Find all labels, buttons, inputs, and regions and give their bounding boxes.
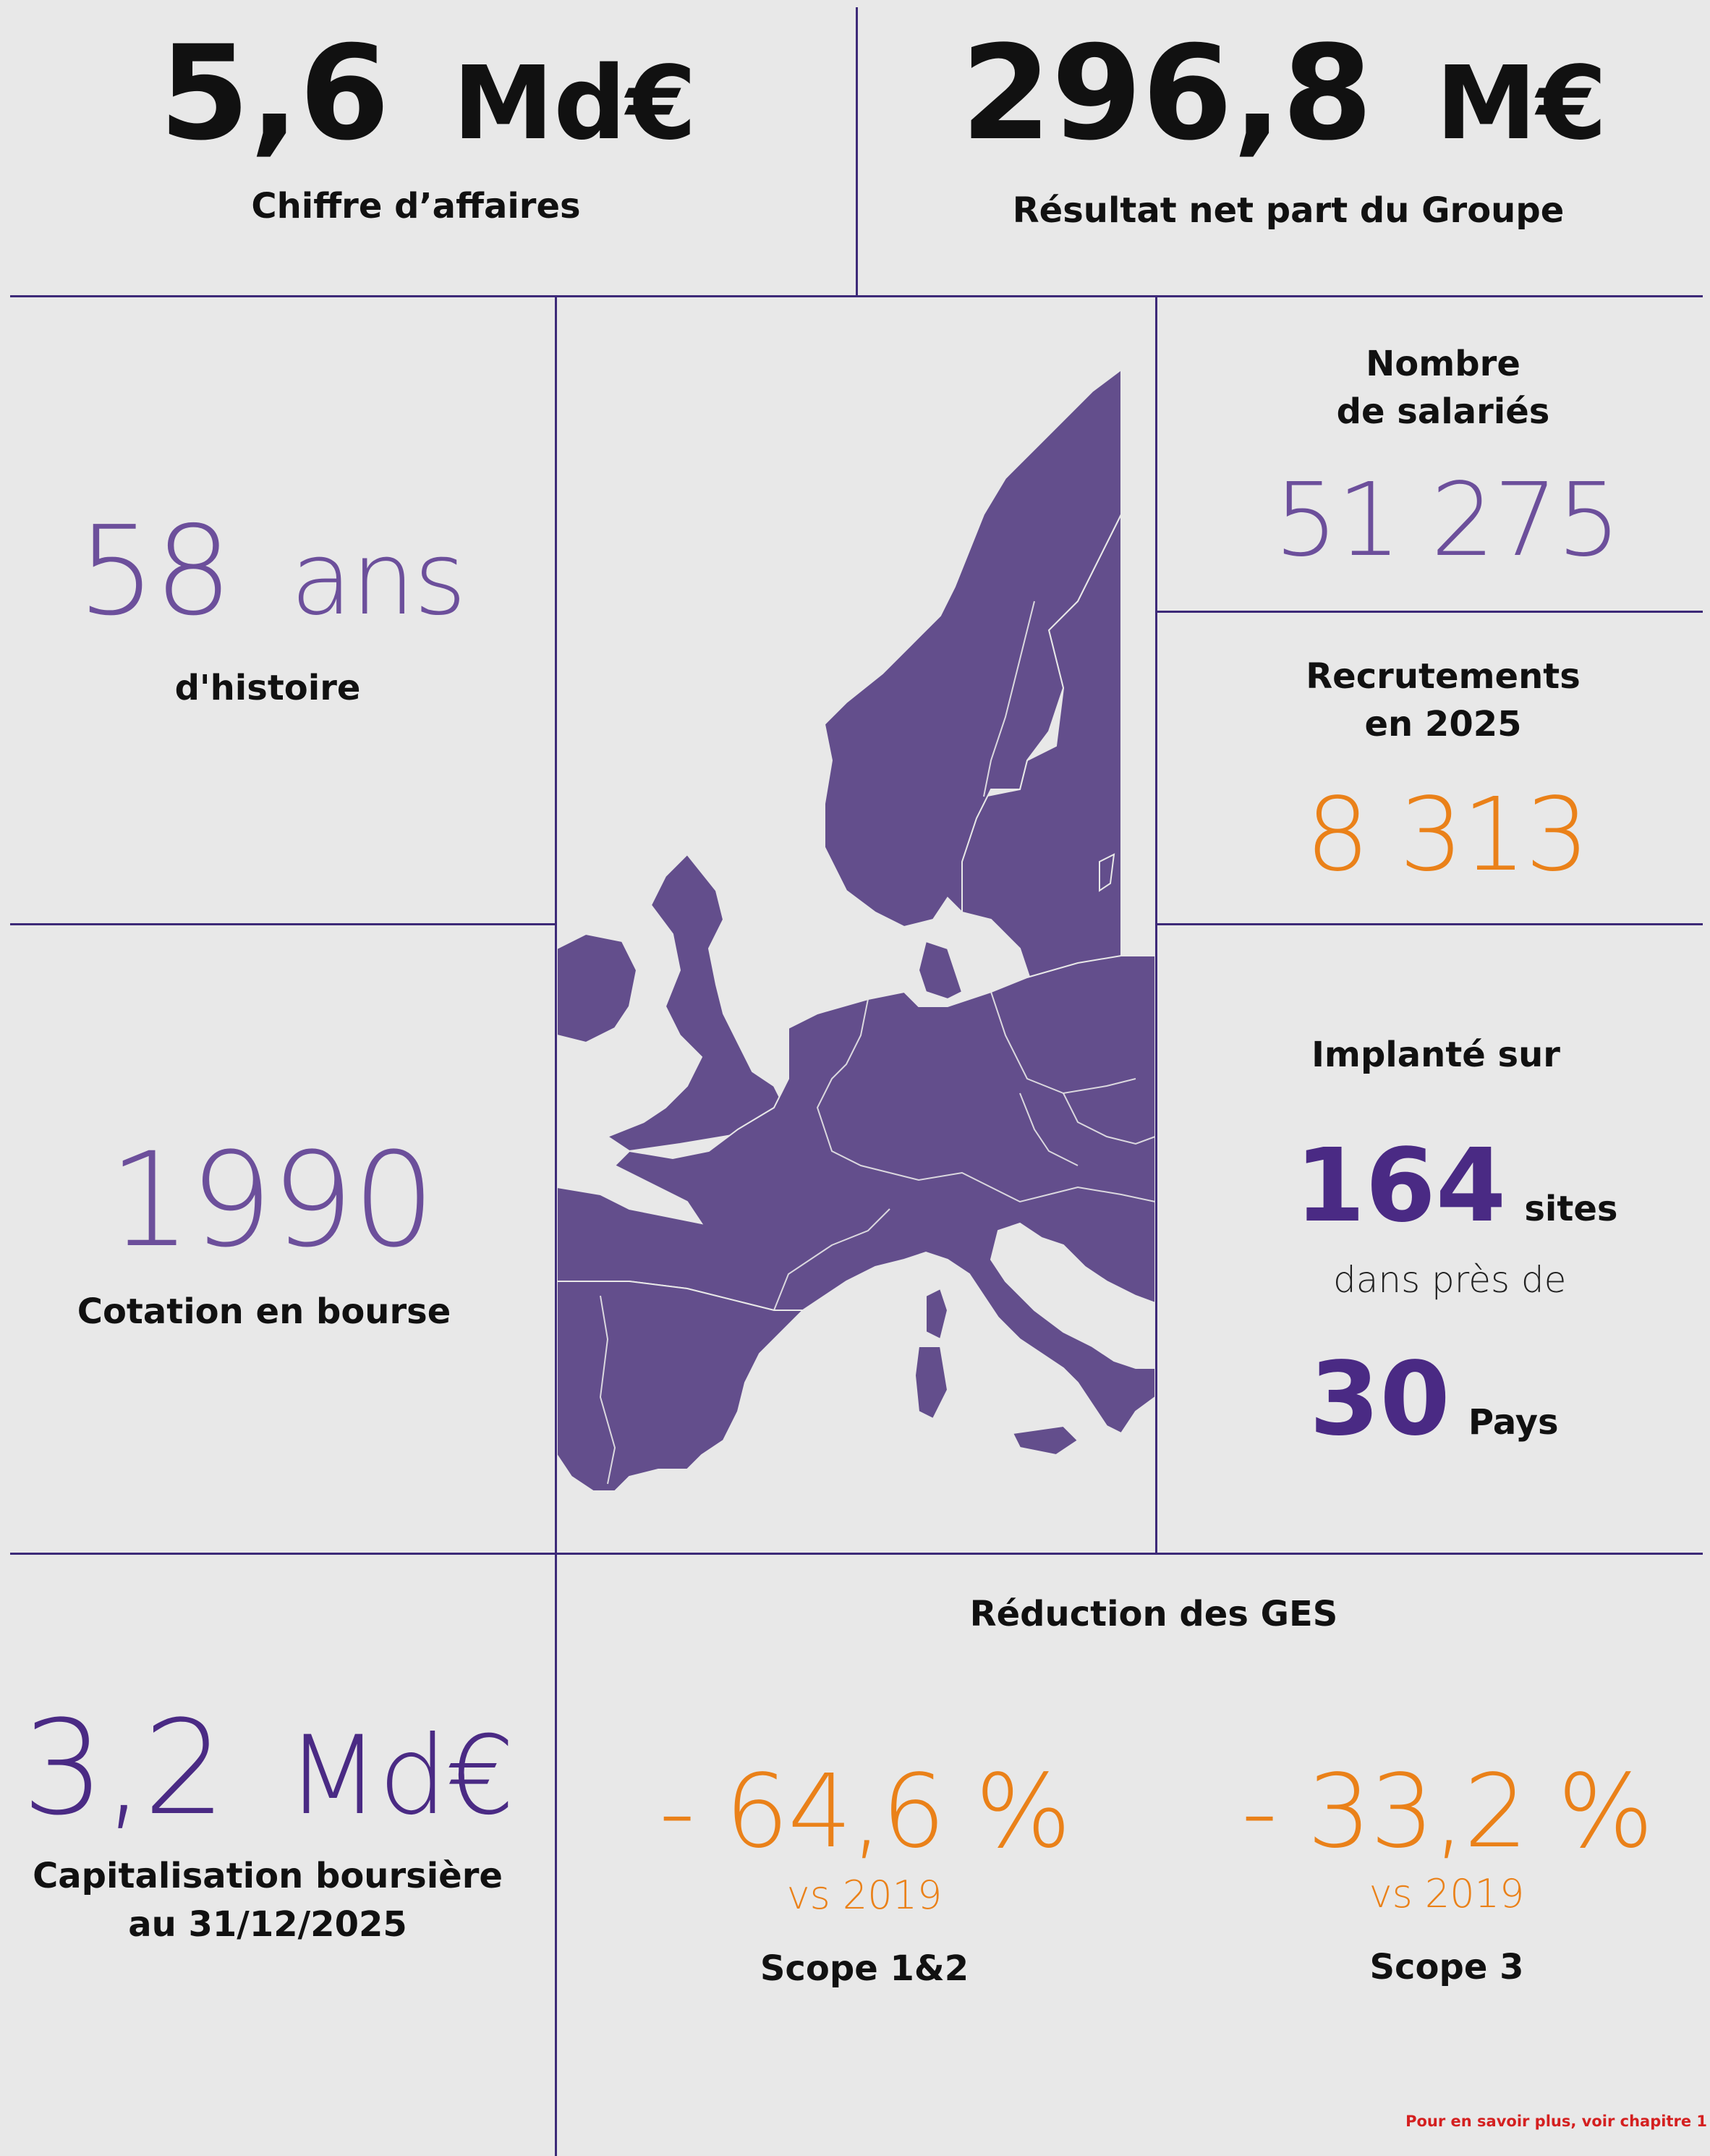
listing-value: 1990 [108, 1125, 435, 1276]
net-income-unit: M€ [1435, 45, 1607, 163]
ghg-scope3-baseline: vs 2019 [1369, 1871, 1525, 1917]
market-cap-label-line2: au 31/12/2025 [128, 1904, 407, 1945]
listing-label: Cotation en bourse [77, 1291, 451, 1332]
more-info-link[interactable]: Pour en savoir plus, voir chapitre 1 [1405, 2113, 1707, 2130]
map-sicily [1013, 1426, 1078, 1455]
net-income-label: Résultat net part du Groupe [1012, 190, 1565, 231]
presence-countries [1309, 1342, 1559, 1458]
employees-label-line1: Nombre [1366, 344, 1520, 384]
revenue-value: 5,6 [158, 18, 390, 169]
revenue-label: Chiffre d’affaires [251, 186, 581, 226]
map-corsica [926, 1289, 948, 1339]
ghg-scope3-value: - 33,2 % [1241, 1753, 1653, 1871]
map-great-britain [608, 854, 788, 1151]
divider-left-mid [10, 923, 555, 925]
recruitment-label-line1: Recrutements [1306, 656, 1581, 697]
sites-unit: sites [1524, 1189, 1618, 1229]
market-cap-unit: Md€ [286, 1713, 514, 1839]
divider-bottom [10, 1553, 1703, 1555]
map-sardinia [915, 1346, 948, 1419]
market-cap-value: 3,2 [22, 1693, 225, 1844]
ghg-scope12-label: Scope 1&2 [760, 1948, 969, 1989]
recruitment-value: 8 313 [1305, 776, 1588, 894]
divider-right-mid [1155, 923, 1703, 925]
revenue-unit: Md€ [453, 45, 697, 163]
history-unit: ans [290, 520, 465, 638]
net-income-figure [858, 18, 1710, 177]
employees-label-line2: de salariés [1336, 391, 1550, 432]
ghg-title: Réduction des GES [969, 1594, 1338, 1634]
map-iberia [557, 1281, 803, 1491]
history-value: 58 [77, 500, 231, 643]
ghg-scope12-baseline: vs 2019 [786, 1872, 943, 1918]
countries-value: 30 [1309, 1341, 1450, 1459]
presence-intro: Implanté sur [1311, 1035, 1560, 1075]
history-figure [0, 500, 543, 645]
europe-map-illustration [557, 297, 1155, 1553]
recruitment-label-line2: en 2025 [1364, 704, 1522, 744]
market-cap-label-line1: Capitalisation boursière [33, 1856, 503, 1896]
presence-middle: dans près de [1333, 1259, 1567, 1301]
employees-value: 51 275 [1274, 462, 1620, 580]
sites-value: 164 [1295, 1127, 1507, 1245]
revenue-figure [0, 18, 856, 177]
presence-sites [1295, 1129, 1617, 1244]
ghg-scope3-label: Scope 3 [1369, 1947, 1524, 1987]
countries-unit: Pays [1468, 1402, 1559, 1443]
map-denmark [919, 941, 962, 999]
history-label: d'histoire [174, 668, 361, 708]
map-ireland [557, 934, 637, 1043]
market-cap-figure [0, 1693, 535, 1849]
ghg-scope12-value: - 64,6 % [658, 1753, 1071, 1871]
divider-right-upper [1155, 611, 1703, 613]
net-income-value: 296,8 [961, 18, 1373, 169]
